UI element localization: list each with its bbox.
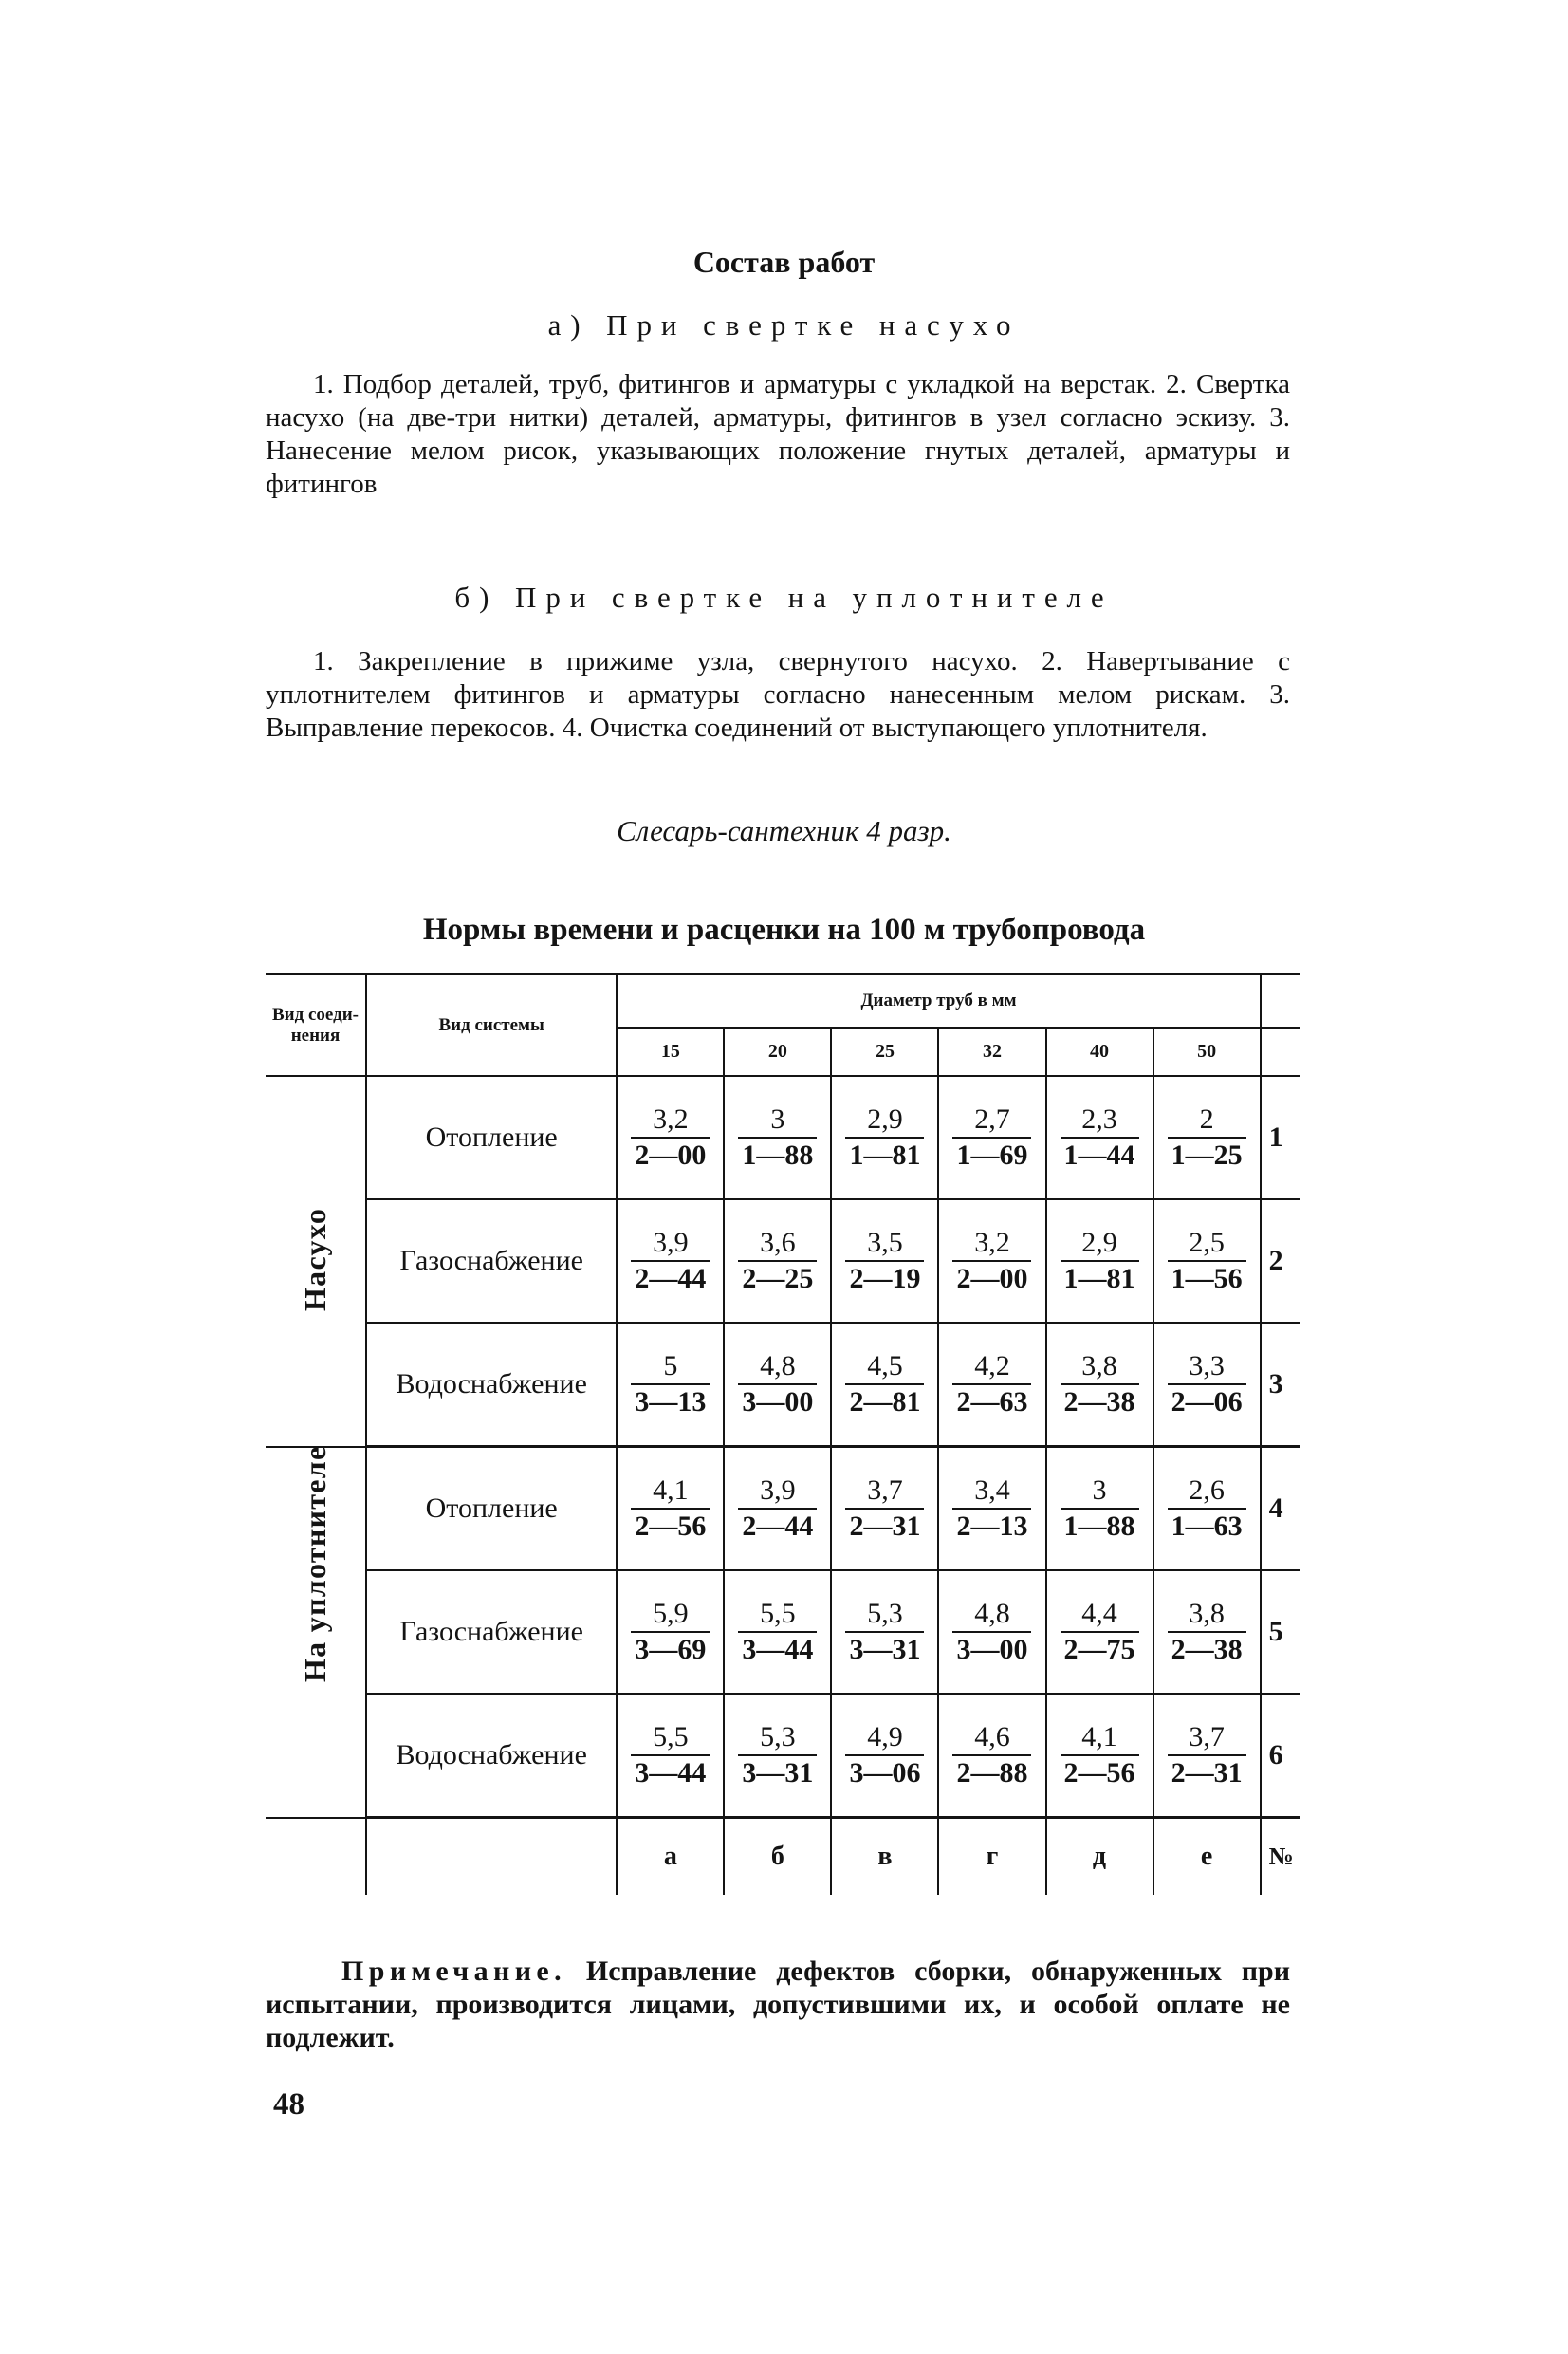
part-b-heading: б) При свертке на уплотнителе xyxy=(454,581,1114,614)
value-cell xyxy=(938,1447,1045,1571)
norm-price-fraction xyxy=(738,1103,817,1173)
header-diameter-25: 25 xyxy=(831,1028,938,1076)
time-norm: 4,4 xyxy=(1081,1598,1117,1629)
price-rate: 1—56 xyxy=(1168,1260,1246,1296)
column-letters-row xyxy=(266,1818,1300,1896)
price-rate: 2—38 xyxy=(1168,1631,1246,1667)
letters-blank-2 xyxy=(366,1818,617,1896)
time-norm: 3,3 xyxy=(1189,1350,1225,1381)
group-label-cell xyxy=(266,1447,366,1818)
group-label: Насухо xyxy=(297,1207,332,1311)
value-cell xyxy=(1046,1076,1153,1199)
value-cell xyxy=(1153,1199,1261,1323)
value-cell xyxy=(1153,1323,1261,1447)
note xyxy=(266,1955,1290,2054)
value-cell xyxy=(724,1694,831,1818)
header-diameter-40: 40 xyxy=(1046,1028,1153,1076)
time-norm: 5,3 xyxy=(760,1721,796,1752)
time-norm: 3,8 xyxy=(1081,1350,1117,1381)
table-row xyxy=(266,1323,1300,1447)
time-norm: 3,9 xyxy=(760,1474,796,1506)
price-rate: 3—31 xyxy=(845,1631,924,1667)
norm-price-fraction xyxy=(738,1720,817,1790)
row-number: 1 xyxy=(1268,1121,1283,1153)
time-norm: 5 xyxy=(663,1350,678,1381)
time-norm: 3,2 xyxy=(974,1227,1010,1258)
price-rate: 3—13 xyxy=(631,1383,710,1419)
norm-price-fraction xyxy=(952,1226,1031,1296)
value-cell xyxy=(724,1199,831,1323)
value-cell xyxy=(1153,1076,1261,1199)
price-rate: 2—06 xyxy=(1168,1383,1246,1419)
time-norm: 3 xyxy=(770,1103,785,1135)
price-rate: 1—25 xyxy=(1168,1137,1246,1173)
time-norm: 3,7 xyxy=(867,1474,903,1506)
system-name: Отопление xyxy=(366,1076,617,1199)
price-rate: 2—56 xyxy=(1061,1754,1139,1790)
norm-price-fraction xyxy=(631,1474,710,1544)
norm-price-fraction xyxy=(1061,1349,1139,1419)
table-row xyxy=(266,1447,1300,1571)
value-cell xyxy=(617,1199,724,1323)
header-system-type: Вид системы xyxy=(366,974,617,1077)
column-letter: а xyxy=(617,1818,724,1896)
norm-price-fraction xyxy=(845,1349,924,1419)
norm-price-fraction xyxy=(631,1597,710,1667)
time-norm: 4,1 xyxy=(1081,1721,1117,1752)
norm-price-fraction xyxy=(1168,1349,1246,1419)
norm-price-fraction xyxy=(952,1474,1031,1544)
value-cell xyxy=(1046,1570,1153,1694)
value-cell xyxy=(938,1199,1045,1323)
norm-price-fraction xyxy=(738,1597,817,1667)
time-norm: 5,3 xyxy=(867,1598,903,1629)
letters-blank-1 xyxy=(266,1818,366,1896)
system-name: Водоснабжение xyxy=(366,1694,617,1818)
time-norm: 2,6 xyxy=(1189,1474,1225,1506)
norm-price-fraction xyxy=(845,1597,924,1667)
price-rate: 1—88 xyxy=(738,1137,817,1173)
note-label: Примечание. xyxy=(341,1955,567,1987)
time-norm: 2 xyxy=(1199,1103,1214,1135)
price-rate: 2—44 xyxy=(631,1260,710,1296)
header-blank-2 xyxy=(1261,1028,1300,1076)
price-rate: 2—19 xyxy=(845,1260,924,1296)
row-number: 6 xyxy=(1261,1694,1300,1818)
price-rate: 2—81 xyxy=(845,1383,924,1419)
row-number: 2 xyxy=(1261,1199,1300,1323)
price-rate: 1—81 xyxy=(845,1137,924,1173)
norm-price-fraction xyxy=(1168,1720,1246,1790)
time-norm: 2,7 xyxy=(974,1103,1010,1135)
time-norm: 4,2 xyxy=(974,1350,1010,1381)
value-cell xyxy=(724,1323,831,1447)
header-diameter-32: 32 xyxy=(938,1028,1045,1076)
value-cell xyxy=(831,1323,938,1447)
norm-price-fraction xyxy=(1061,1226,1139,1296)
header-diameter-20: 20 xyxy=(724,1028,831,1076)
price-rate: 1—88 xyxy=(1061,1508,1139,1544)
price-rate: 1—69 xyxy=(952,1137,1031,1173)
price-rate: 2—25 xyxy=(738,1260,817,1296)
norm-price-fraction xyxy=(1168,1597,1246,1667)
norm-price-fraction xyxy=(738,1474,817,1544)
price-rate: 1—63 xyxy=(1168,1508,1246,1544)
norm-price-fraction xyxy=(631,1226,710,1296)
time-norm: 4,8 xyxy=(760,1350,796,1381)
column-letter: е xyxy=(1153,1818,1261,1896)
value-cell xyxy=(617,1447,724,1571)
table-row xyxy=(266,1570,1300,1694)
norm-price-fraction xyxy=(738,1226,817,1296)
header-diameter: Диаметр труб в мм xyxy=(617,974,1260,1028)
number-label: № xyxy=(1268,1843,1294,1870)
value-cell xyxy=(831,1076,938,1199)
time-norm: 3 xyxy=(1092,1474,1107,1506)
price-rate: 1—81 xyxy=(1061,1260,1139,1296)
time-norm: 4,8 xyxy=(974,1598,1010,1629)
row-number: 3 xyxy=(1261,1323,1300,1447)
norm-price-fraction xyxy=(1061,1597,1139,1667)
norm-price-fraction xyxy=(845,1103,924,1173)
value-cell xyxy=(1046,1323,1153,1447)
value-cell xyxy=(831,1570,938,1694)
time-norm: 3,2 xyxy=(653,1103,689,1135)
page-number: 48 xyxy=(273,2087,304,2122)
price-rate: 2—31 xyxy=(1168,1754,1246,1790)
table-row xyxy=(266,1076,1300,1199)
price-rate: 3—44 xyxy=(738,1631,817,1667)
header-diameter-50: 50 xyxy=(1153,1028,1261,1076)
price-rate: 2—38 xyxy=(1061,1383,1139,1419)
price-rate: 1—44 xyxy=(1061,1137,1139,1173)
header-join-type: Вид соеди-нения xyxy=(266,974,366,1077)
value-cell xyxy=(617,1076,724,1199)
time-norm: 5,5 xyxy=(653,1721,689,1752)
price-rate: 3—00 xyxy=(738,1383,817,1419)
time-norm: 3,4 xyxy=(974,1474,1010,1506)
system-name: Газоснабжение xyxy=(366,1570,617,1694)
norm-price-fraction xyxy=(1168,1474,1246,1544)
time-norm: 3,8 xyxy=(1189,1598,1225,1629)
time-norm: 4,6 xyxy=(974,1721,1010,1752)
time-norm: 3,5 xyxy=(867,1227,903,1258)
price-rate: 2—31 xyxy=(845,1508,924,1544)
value-cell xyxy=(1153,1694,1261,1818)
value-cell xyxy=(938,1076,1045,1199)
norm-price-fraction xyxy=(1061,1103,1139,1173)
part-a-text: 1. Подбор деталей, труб, фитингов и арматуры с укладкой на верстак. 2. Свертка насухо (на две-три нитки) деталей, арматуры, фитингов в узел согласно эскизу. 3. Нанесение мелом рисок, указывающих положение гнутых деталей, арматуры и фитингов xyxy=(266,369,1290,499)
table-row xyxy=(266,1694,1300,1818)
system-name: Газоснабжение xyxy=(366,1199,617,1323)
time-norm: 4,5 xyxy=(867,1350,903,1381)
norm-price-fraction xyxy=(952,1720,1031,1790)
norm-price-fraction xyxy=(1061,1474,1139,1544)
norm-price-fraction xyxy=(631,1103,710,1173)
header-diameter-15: 15 xyxy=(617,1028,724,1076)
value-cell xyxy=(1153,1570,1261,1694)
part-b-text: 1. Закрепление в прижиме узла, свернутого насухо. 2. Навертывание с уплотнителем фитингов и арматуры согласно нанесенным мелом рискам. 3. Выправление перекосов. 4. Очистка соединений от выступающего уплотнителя. xyxy=(266,646,1290,743)
value-cell xyxy=(1153,1447,1261,1571)
norms-table xyxy=(266,973,1300,1895)
time-norm: 3,7 xyxy=(1189,1721,1225,1752)
table-title: Нормы времени и расценки на 100 м трубопровода xyxy=(422,913,1146,947)
column-letter: д xyxy=(1046,1818,1153,1896)
value-cell xyxy=(1046,1694,1153,1818)
value-cell xyxy=(831,1199,938,1323)
time-norm: 3,6 xyxy=(760,1227,796,1258)
norm-price-fraction xyxy=(1168,1226,1246,1296)
column-letter: в xyxy=(831,1818,938,1896)
norm-price-fraction xyxy=(631,1720,710,1790)
section-title: Состав работ xyxy=(692,245,876,279)
price-rate: 2—75 xyxy=(1061,1631,1139,1667)
value-cell xyxy=(938,1323,1045,1447)
time-norm: 4,9 xyxy=(867,1721,903,1752)
time-norm: 2,5 xyxy=(1189,1227,1225,1258)
price-rate: 3—44 xyxy=(631,1754,710,1790)
norm-price-fraction xyxy=(952,1597,1031,1667)
norm-price-fraction xyxy=(631,1349,710,1419)
value-cell xyxy=(617,1570,724,1694)
row-number: 4 xyxy=(1268,1492,1283,1524)
time-norm: 5,9 xyxy=(653,1598,689,1629)
norm-price-fraction xyxy=(845,1474,924,1544)
value-cell xyxy=(617,1694,724,1818)
value-cell xyxy=(938,1694,1045,1818)
header-blank xyxy=(1261,974,1300,1028)
price-rate: 2—13 xyxy=(952,1508,1031,1544)
time-norm: 2,9 xyxy=(1081,1227,1117,1258)
system-name: Отопление xyxy=(366,1447,617,1571)
time-norm: 4,1 xyxy=(653,1474,689,1506)
value-cell xyxy=(938,1570,1045,1694)
value-cell xyxy=(724,1447,831,1571)
row-number: 5 xyxy=(1261,1570,1300,1694)
price-rate: 2—56 xyxy=(631,1508,710,1544)
norm-price-fraction xyxy=(845,1226,924,1296)
price-rate: 2—88 xyxy=(952,1754,1031,1790)
time-norm: 3,9 xyxy=(653,1227,689,1258)
norm-price-fraction xyxy=(1168,1103,1246,1173)
norm-price-fraction xyxy=(952,1349,1031,1419)
price-rate: 2—44 xyxy=(738,1508,817,1544)
norm-price-fraction xyxy=(845,1720,924,1790)
part-a-heading: а) При свертке насухо xyxy=(547,308,1021,342)
time-norm: 2,9 xyxy=(867,1103,903,1135)
price-rate: 3—69 xyxy=(631,1631,710,1667)
value-cell xyxy=(831,1447,938,1571)
note-text: Исправление дефектов сборки, обнаруженных при испытании, производится лицами, допустившими их, и особой оплате не подлежит. xyxy=(266,1955,1290,2053)
value-cell xyxy=(831,1694,938,1818)
value-cell xyxy=(724,1076,831,1199)
price-rate: 2—00 xyxy=(631,1137,710,1173)
group-label-cell xyxy=(266,1076,366,1447)
system-name: Водоснабжение xyxy=(366,1323,617,1447)
table-row xyxy=(266,1199,1300,1323)
value-cell xyxy=(617,1323,724,1447)
time-norm: 2,3 xyxy=(1081,1103,1117,1135)
norm-price-fraction xyxy=(952,1103,1031,1173)
value-cell xyxy=(1046,1447,1153,1571)
value-cell xyxy=(724,1570,831,1694)
norm-price-fraction xyxy=(1061,1720,1139,1790)
norm-price-fraction xyxy=(738,1349,817,1419)
price-rate: 2—00 xyxy=(952,1260,1031,1296)
group-label: На уплотнителе xyxy=(297,1445,332,1682)
price-rate: 3—31 xyxy=(738,1754,817,1790)
price-rate: 3—00 xyxy=(952,1631,1031,1667)
column-letter: г xyxy=(938,1818,1045,1896)
worker-grade: Слесарь-сантехник 4 разр. xyxy=(617,814,951,847)
price-rate: 3—06 xyxy=(845,1754,924,1790)
value-cell xyxy=(1046,1199,1153,1323)
time-norm: 5,5 xyxy=(760,1598,796,1629)
price-rate: 2—63 xyxy=(952,1383,1031,1419)
column-letter: б xyxy=(724,1818,831,1896)
